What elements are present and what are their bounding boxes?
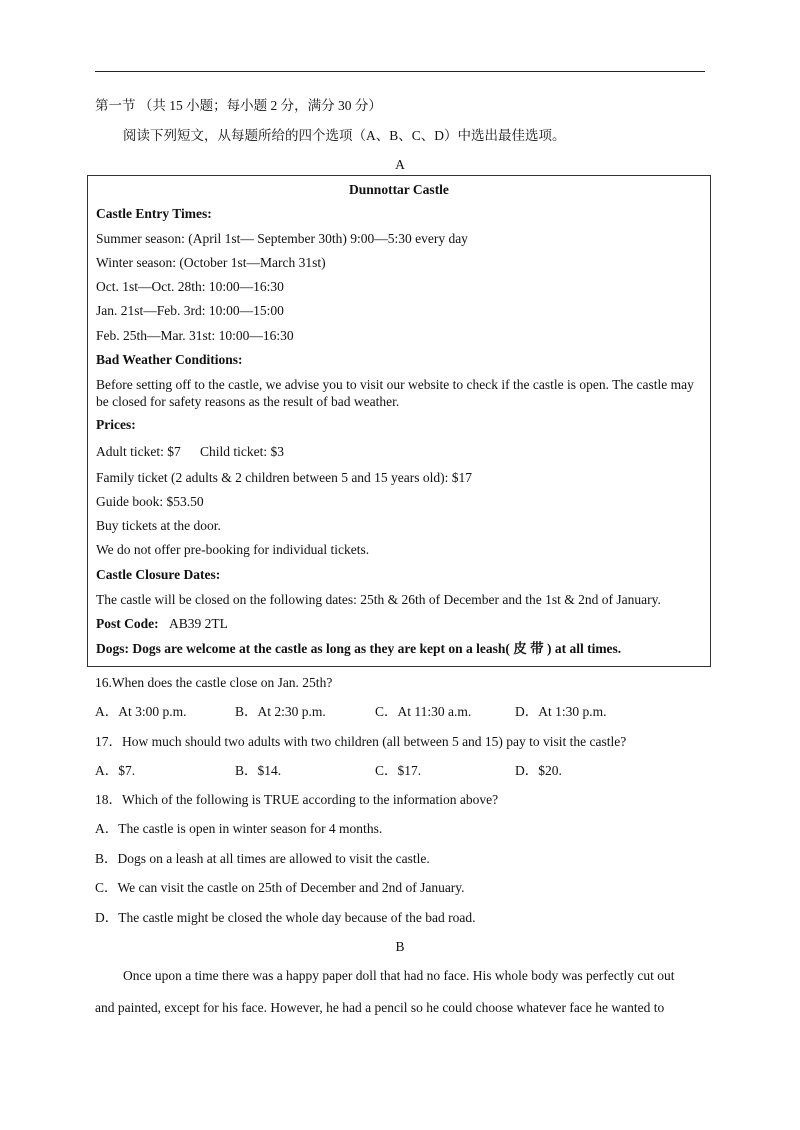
passage-b-line-2: and painted, except for his face. However, he had a pencil so he could choose whatever face he wanted to <box>95 1000 665 1015</box>
question-16-option-c: C．At 11:30 a.m. <box>375 704 472 719</box>
question-16-option-b: B．At 2:30 p.m. <box>235 704 326 719</box>
question-18-option-d: D．The castle might be closed the whole day because of the bad road. <box>95 910 476 925</box>
passage-b-line-1: Once upon a time there was a happy paper doll that had no face. His whole body was perfectly cut out <box>123 968 675 983</box>
weather-text: Before setting off to the castle, we advise you to visit our website to check if the castle is open. The castle may be closed for safety reasons as the result of bad weather. <box>96 377 694 409</box>
question-17-option-c: C．$17. <box>375 763 422 778</box>
question-16-option-d: D．At 1:30 p.m. <box>515 704 607 719</box>
oct-hours: Oct. 1st—Oct. 28th: 10:00—16:30 <box>96 279 284 294</box>
child-ticket: Child ticket: $3 <box>200 444 284 459</box>
question-18-option-a: A．The castle is open in winter season for 4 months. <box>95 821 383 836</box>
dogs-policy: Dogs: Dogs are welcome at the castle as long as they are kept on a leash( 皮 带 ) at all times. <box>96 641 622 656</box>
section-instruction: 阅读下列短文，从每题所给的四个选项（A、B、C、D）中选出最佳选项。 <box>123 128 566 143</box>
entry-times-heading: Castle Entry Times: <box>96 206 212 221</box>
weather-heading: Bad Weather Conditions: <box>96 352 243 367</box>
question-18-option-b: B．Dogs on a leash at all times are allowed to visit the castle. <box>95 851 430 866</box>
winter-season: Winter season: (October 1st—March 31st) <box>96 255 326 270</box>
question-18-stem: 18．Which of the following is TRUE according to the information above? <box>95 792 499 807</box>
question-17-option-b: B．$14. <box>235 763 282 778</box>
adult-ticket: Adult ticket: $7 <box>96 444 181 459</box>
question-17-stem: 17．How much should two adults with two children (all between 5 and 15) pay to visit the castle? <box>95 734 627 749</box>
post-code-value: AB39 2TL <box>169 616 228 631</box>
guide-book: Guide book: $53.50 <box>96 494 204 509</box>
summer-season: Summer season: (April 1st— September 30th) 9:00—5:30 every day <box>96 231 468 246</box>
castle-title: Dunnottar Castle <box>349 182 449 197</box>
passage-a-label: A <box>395 157 405 172</box>
question-16-option-a: A．At 3:00 p.m. <box>95 704 187 719</box>
passage-b-label: B <box>395 939 405 954</box>
section-heading: 第一节 （共 15 小题；每小题 2 分，满分 30 分） <box>95 98 382 113</box>
closure-text: The castle will be closed on the following dates: 25th & 26th of December and the 1st & 2nd of January. <box>96 592 661 607</box>
buy-tickets: Buy tickets at the door. <box>96 518 221 533</box>
castle-info-box <box>87 175 711 667</box>
question-16-stem: 16.When does the castle close on Jan. 25th? <box>95 675 333 690</box>
family-ticket: Family ticket (2 adults & 2 children between 5 and 15 years old): $17 <box>96 470 473 485</box>
no-prebooking: We do not offer pre-booking for individual tickets. <box>96 542 370 557</box>
closure-heading: Castle Closure Dates: <box>96 567 221 582</box>
question-18-option-c: C．We can visit the castle on 25th of December and 2nd of January. <box>95 880 465 895</box>
post-code-label: Post Code: <box>96 616 159 631</box>
question-17-option-d: D．$20. <box>515 763 562 778</box>
question-17-option-a: A．$7. <box>95 763 136 778</box>
prices-heading: Prices: <box>96 417 136 432</box>
feb-hours: Feb. 25th—Mar. 31st: 10:00—16:30 <box>96 328 294 343</box>
jan-hours: Jan. 21st—Feb. 3rd: 10:00—15:00 <box>96 303 284 318</box>
header-rule <box>95 71 705 72</box>
